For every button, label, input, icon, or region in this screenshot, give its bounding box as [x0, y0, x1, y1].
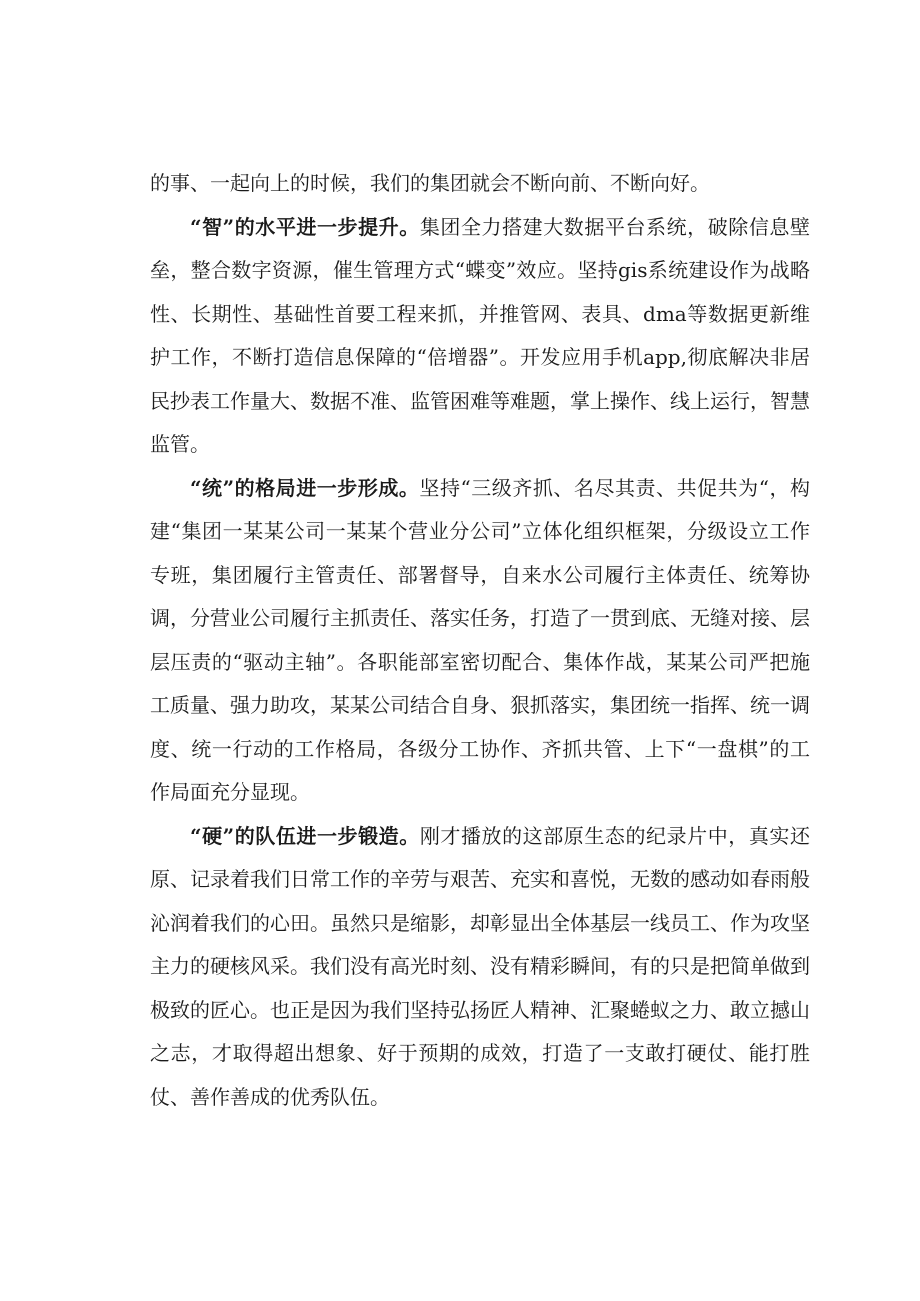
paragraph-text: 坚持“三级齐抓、名尽其责、共促共为“，构建“集团一某某公司一某某个营业分公司”立体化组织框架，分级设立工作专班，集团履行主管责任、部署督导，自来水公司履行主体责任、统筹协调，分营业公司履行主抓责任、落实任务，打造了一贯到底、无缝对接、层层压责的“驱动主轴”。各职能部室密切配合、集体作战，某某公司严把施工质量、强力助攻，某某公司结合自身、狠抓落实，集团统一指挥、统一调度、统一行动的工作格局，各级分工协作、齐抓共管、上下“一盘棋”的工作局面充分显现。 — [150, 475, 811, 804]
paragraph-unified-pattern — [150, 467, 810, 815]
paragraph-text: 集团全力搭建大数据平台系统，破除信息壁垒，整合数字资源，催生管理方式“蝶变”效应。坚持gis系统建设作为战略性、长期性、基础性首要工程来抓，并推管网、表具、dma等数据更新维护工作，不断打造信息保障的“倍增器”。开发应用手机app,彻底解决非居民抄表工作量大、数据不准、监管困难等难题，掌上操作、线上运行，智慧监管。 — [150, 214, 811, 456]
paragraph-heading: “硬”的队伍进一步锻造。 — [190, 823, 420, 848]
paragraph-heading: “统”的格局进一步形成。 — [190, 475, 420, 500]
paragraph-heading: “智”的水平进一步提升。 — [190, 214, 420, 239]
paragraph-text: 的事、一起向上的时候，我们的集团就会不断向前、不断向好。 — [150, 171, 710, 195]
paragraph-text: 刚才播放的这部原生态的纪录片中，真实还原、记录着我们日常工作的辛劳与艰苦、充实和喜悦，无数的感动如春雨般沁润着我们的心田。虽然只是缩影，却彰显出全体基层一线员工、作为攻坚主力的硬核风采。我们没有高光时刻、没有精彩瞬间，有的只是把简单做到极致的匠心。也正是因为我们坚持弘扬匠人精神、汇聚蜷蚁之力、敢立撼山之志，才取得超出想象、好于预期的成效，打造了一支敢打硬仗、能打胜仗、善作善成的优秀队伍。 — [150, 823, 811, 1109]
paragraph-smart-level — [150, 206, 810, 467]
document-body — [150, 162, 810, 1119]
paragraph-continuation — [150, 162, 810, 206]
paragraph-strong-team — [150, 815, 810, 1120]
